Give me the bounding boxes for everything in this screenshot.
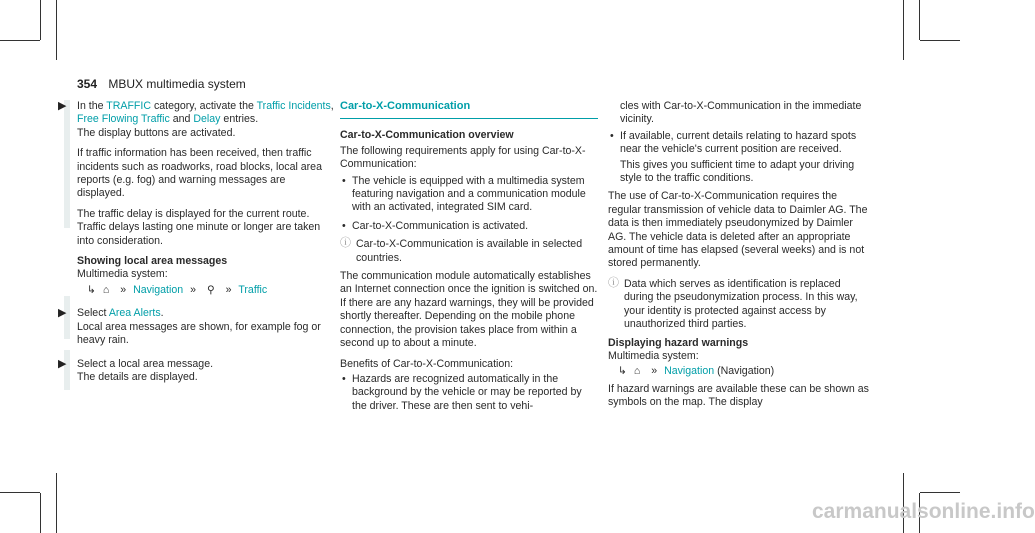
- navigation-paren: (Navigation): [717, 365, 775, 378]
- step-bar: [64, 100, 70, 228]
- step-item: ▶ In the TRAFFIC category, activate the Traffic Incidents, Free Flowing Traffic and Delay entries. The display buttons are activated. If traffic information has been received, then traffic incidents such as roadworks, road blocks, local area reports (e.g. fog) and warning messages are displayed. The traffic delay is displayed for the current route. Traffic delays lasting one minute or longer are taken into consideration.: [58, 100, 334, 247]
- menu-path: [618, 365, 870, 378]
- bullet-item: • If available, current details relating to hazard spots near the vehicle's current position are received. This gives you sufficient time to adapt your driving style to the traffic conditions.: [608, 130, 870, 186]
- paragraph: The use of Car-to-X-Communication requires the regular transmission of vehicle data to Daimler AG. The data is then immediately pseudonymized by Daimler AG. The vehicle data is deleted after an appropriate amount of time has elapsed (several weeks) and is not stored permanently.: [608, 190, 868, 270]
- column-1: [58, 100, 335, 391]
- crop-mark: [40, 493, 41, 533]
- info-icon: ⓘ: [340, 237, 351, 250]
- paragraph: The communication module automatically establishes an Internet connection once the ignition is switched on. If there are any hazard warnings, they will be provided shortly thereafter. Depending on the mobile phone connection, the provision takes place from within a second up to about a minute.: [340, 270, 598, 350]
- section-title: Car-to-X-Communication: [340, 100, 598, 119]
- step-item: ▶ Select Area Alerts. Local area messages are shown, for example fog or heavy rain.: [58, 307, 321, 347]
- bullet-item: • Hazards are recognized automatically in the background by the vehicle or may be reported by the driver. These are then sent to vehi-: [340, 373, 598, 413]
- home-icon[interactable]: ⌂: [102, 283, 110, 296]
- column-3: [608, 100, 870, 417]
- bullet-item: • Car-to-X-Communication is activated.: [340, 220, 598, 233]
- traffic-incidents-link[interactable]: Traffic Incidents: [256, 100, 331, 112]
- crop-mark: [920, 40, 960, 41]
- multimedia-label: Multimedia system:: [77, 268, 168, 281]
- paragraph: cles with Car-to-X-Communication in the immediate vicinity.: [620, 100, 862, 126]
- delay-link[interactable]: Delay: [193, 113, 221, 126]
- chevron-icon: »: [120, 283, 127, 296]
- bullet-item: • The vehicle is equipped with a multimedia system featuring navigation and a communication module with an activated, integrated SIM card.: [340, 175, 598, 215]
- section-heading: Showing local area messages: [77, 255, 228, 268]
- crop-mark: [56, 473, 57, 533]
- paragraph: If traffic information has been received, then traffic incidents such as roadworks, road blocks, local area reports (e.g. fog) and warning messages are displayed.: [77, 147, 322, 200]
- subsection-heading: Car-to-X-Communication overview: [340, 129, 514, 142]
- step-item: ▶ Select a local area message. The details are displayed.: [58, 357, 214, 383]
- traffic-link[interactable]: TRAFFIC: [106, 100, 151, 112]
- path-arrow-icon: ↳: [87, 283, 96, 296]
- traffic-menu-link[interactable]: Traffic: [238, 283, 268, 296]
- area-alerts-link[interactable]: Area Alerts: [108, 307, 161, 320]
- crop-mark: [919, 0, 920, 40]
- navigation-link[interactable]: Navigation: [664, 365, 715, 378]
- paragraph: Benefits of Car-to-X-Communication:: [340, 357, 514, 370]
- crop-mark: [40, 0, 41, 40]
- navigation-link[interactable]: Navigation: [133, 283, 184, 296]
- chevron-icon: »: [225, 283, 232, 296]
- free-flowing-traffic-link[interactable]: Free Flowing Traffic: [77, 113, 170, 126]
- menu-path: [87, 284, 335, 297]
- section-heading: Displaying hazard warnings: [608, 336, 749, 349]
- chevron-icon: »: [190, 283, 196, 296]
- page-number: 354: [77, 77, 98, 91]
- watermark: carmanualsonline.info: [812, 500, 1035, 523]
- page-header: [77, 77, 246, 91]
- crop-mark: [0, 40, 40, 41]
- home-icon[interactable]: ⌂: [633, 365, 641, 378]
- chevron-icon: »: [651, 365, 658, 378]
- column-2: [340, 100, 598, 418]
- step-arrow-icon: ▶: [58, 357, 67, 370]
- crop-mark: [903, 0, 904, 60]
- crop-mark: [0, 492, 40, 493]
- note: ⓘ Data which serves as identification is replaced during the pseudonymization process. In this way, your identity is protected against access by unauthorized third parties.: [608, 276, 858, 331]
- nav-pen-icon[interactable]: ⚲: [206, 283, 215, 296]
- paragraph: If hazard warnings are available these can be shown as symbols on the map. The display: [608, 382, 869, 409]
- page-title: MBUX multimedia system: [108, 77, 246, 91]
- multimedia-label: Multimedia system:: [608, 349, 699, 362]
- crop-mark: [920, 492, 960, 493]
- crop-mark: [56, 0, 57, 60]
- info-icon: ⓘ: [608, 276, 619, 289]
- paragraph: The traffic delay is displayed for the current route. Traffic delays lasting one minute or longer are taken into consideration.: [77, 207, 321, 247]
- step-arrow-icon: ▶: [58, 100, 67, 112]
- paragraph: The following requirements apply for using Car-to-X-Communication:: [340, 144, 586, 171]
- note: ⓘ Car-to-X-Communication is available in selected countries.: [340, 237, 583, 264]
- step-arrow-icon: ▶: [58, 307, 67, 320]
- path-arrow-icon: ↳: [618, 365, 627, 378]
